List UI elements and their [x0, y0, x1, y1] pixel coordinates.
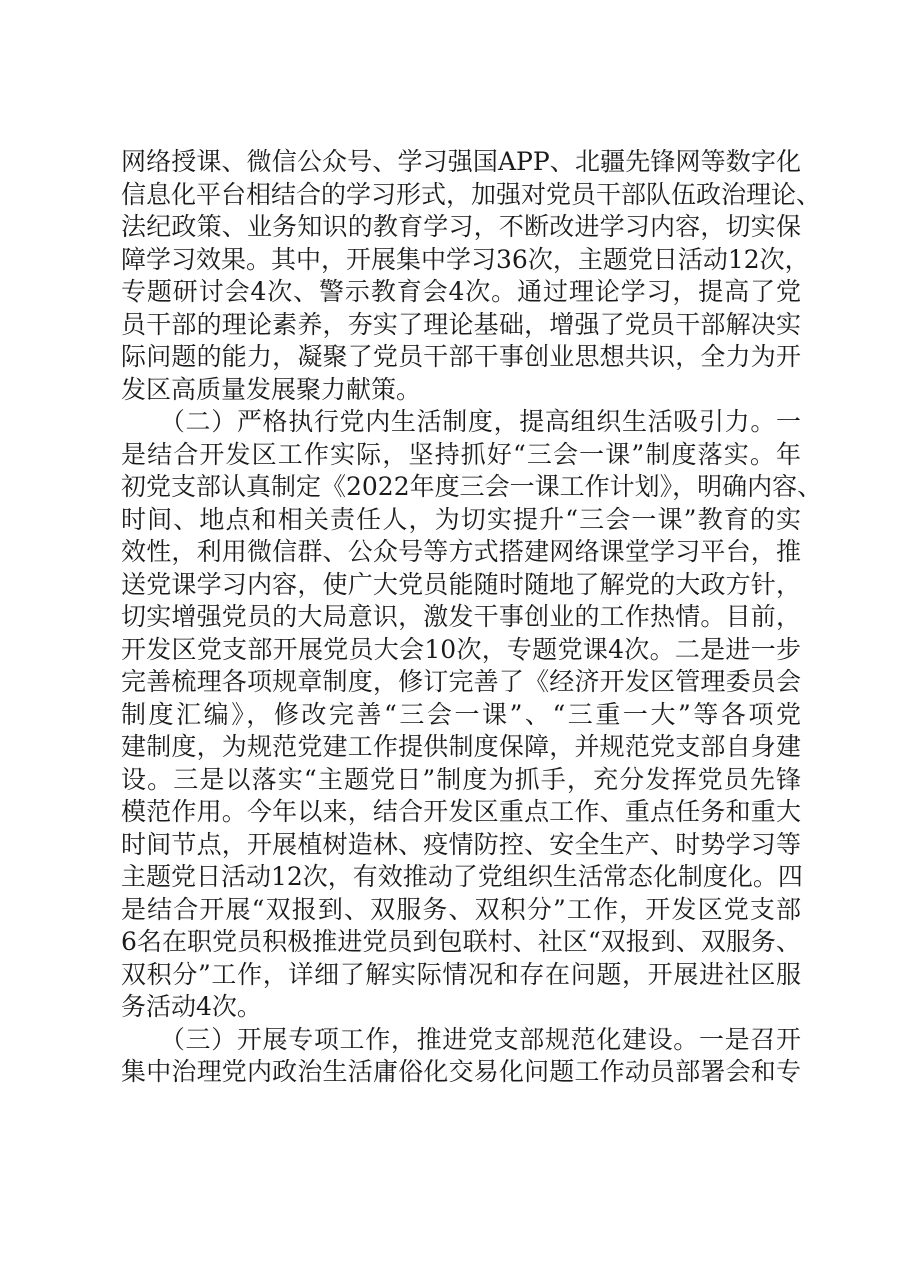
paragraph-3 — [121, 1024, 801, 1089]
text-line: 效性，利用微信群、公众号等方式搭建网络课堂学习平台，推 — [121, 537, 801, 566]
text-line: （三）开展专项工作，推进党支部规范化建设。一是召开 — [121, 1024, 801, 1054]
text-line: 是结合开发区工作实际，坚持抓好“三会一课”制度落实。年 — [121, 439, 801, 469]
text-line: 专题研讨会4次、警示教育会4次。通过理论学习，提高了党 — [121, 277, 801, 306]
text-line: 送党课学习内容，使广大党员能随时随地了解党的大政方针， — [121, 569, 801, 599]
text-line: 信息化平台相结合的学习形式，加强对党员干部队伍政治理论、 — [121, 179, 822, 209]
text-line: 制度汇编》，修改完善“三会一课”、“三重一大”等各项党 — [121, 699, 801, 729]
text-line: 双积分”工作，详细了解实际情况和存在问题，开展进社区服 — [121, 959, 801, 989]
text-line: 建制度，为规范党建工作提供制度保障，并规范党支部自身建 — [121, 732, 801, 761]
text-line: 设。三是以落实“主题党日”制度为抓手，充分发挥党员先锋 — [121, 764, 801, 794]
paragraph-1 — [121, 146, 822, 406]
text-line: 员干部的理论素养，夯实了理论基础，增强了党员干部解决实 — [121, 309, 801, 339]
text-line: 开发区党支部开展党员大会10次，专题党课4次。二是进一步 — [121, 634, 801, 664]
text-line: 务活动4次。 — [121, 992, 262, 1021]
text-line: 法纪政策、业务知识的教育学习，不断改进学习内容，切实保 — [121, 212, 801, 241]
document-body — [121, 146, 823, 1089]
text-line: 模范作用。今年以来，结合开发区重点工作、重点任务和重大 — [121, 797, 801, 826]
text-line: 发区高质量发展聚力献策。 — [121, 374, 422, 404]
text-line: 际问题的能力，凝聚了党员干部干事创业思想共识，全力为开 — [121, 342, 801, 371]
paragraph-2 — [121, 406, 823, 1024]
text-line: 初党支部认真制定《2022年度三会一课工作计划》，明确内容、 — [121, 472, 823, 501]
text-line: 完善梳理各项规章制度，修订完善了《经济开发区管理委员会 — [121, 667, 801, 696]
text-line: 集中治理党内政治生活庸俗化交易化问题工作动员部署会和专 — [121, 1057, 801, 1086]
text-line: 时间、地点和相关责任人，为切实提升“三会一课”教育的实 — [121, 504, 801, 534]
text-line: 时间节点，开展植树造林、疫情防控、安全生产、时势学习等 — [121, 829, 801, 859]
text-line: 网络授课、微信公众号、学习强国APP、北疆先锋网等数字化 — [121, 147, 801, 176]
text-line: 切实增强党员的大局意识，激发干事创业的工作热情。目前， — [121, 602, 801, 631]
text-line: （二）严格执行党内生活制度，提高组织生活吸引力。一 — [121, 407, 801, 436]
text-line: 6名在职党员积极推进党员到包联村、社区“双报到、双服务、 — [121, 927, 801, 956]
text-line: 障学习效果。其中，开展集中学习36次，主题党日活动12次， — [121, 244, 810, 274]
text-line: 是结合开展“双报到、双服务、双积分”工作，开发区党支部 — [121, 894, 801, 924]
text-line: 主题党日活动12次，有效推动了党组织生活常态化制度化。四 — [121, 862, 803, 891]
